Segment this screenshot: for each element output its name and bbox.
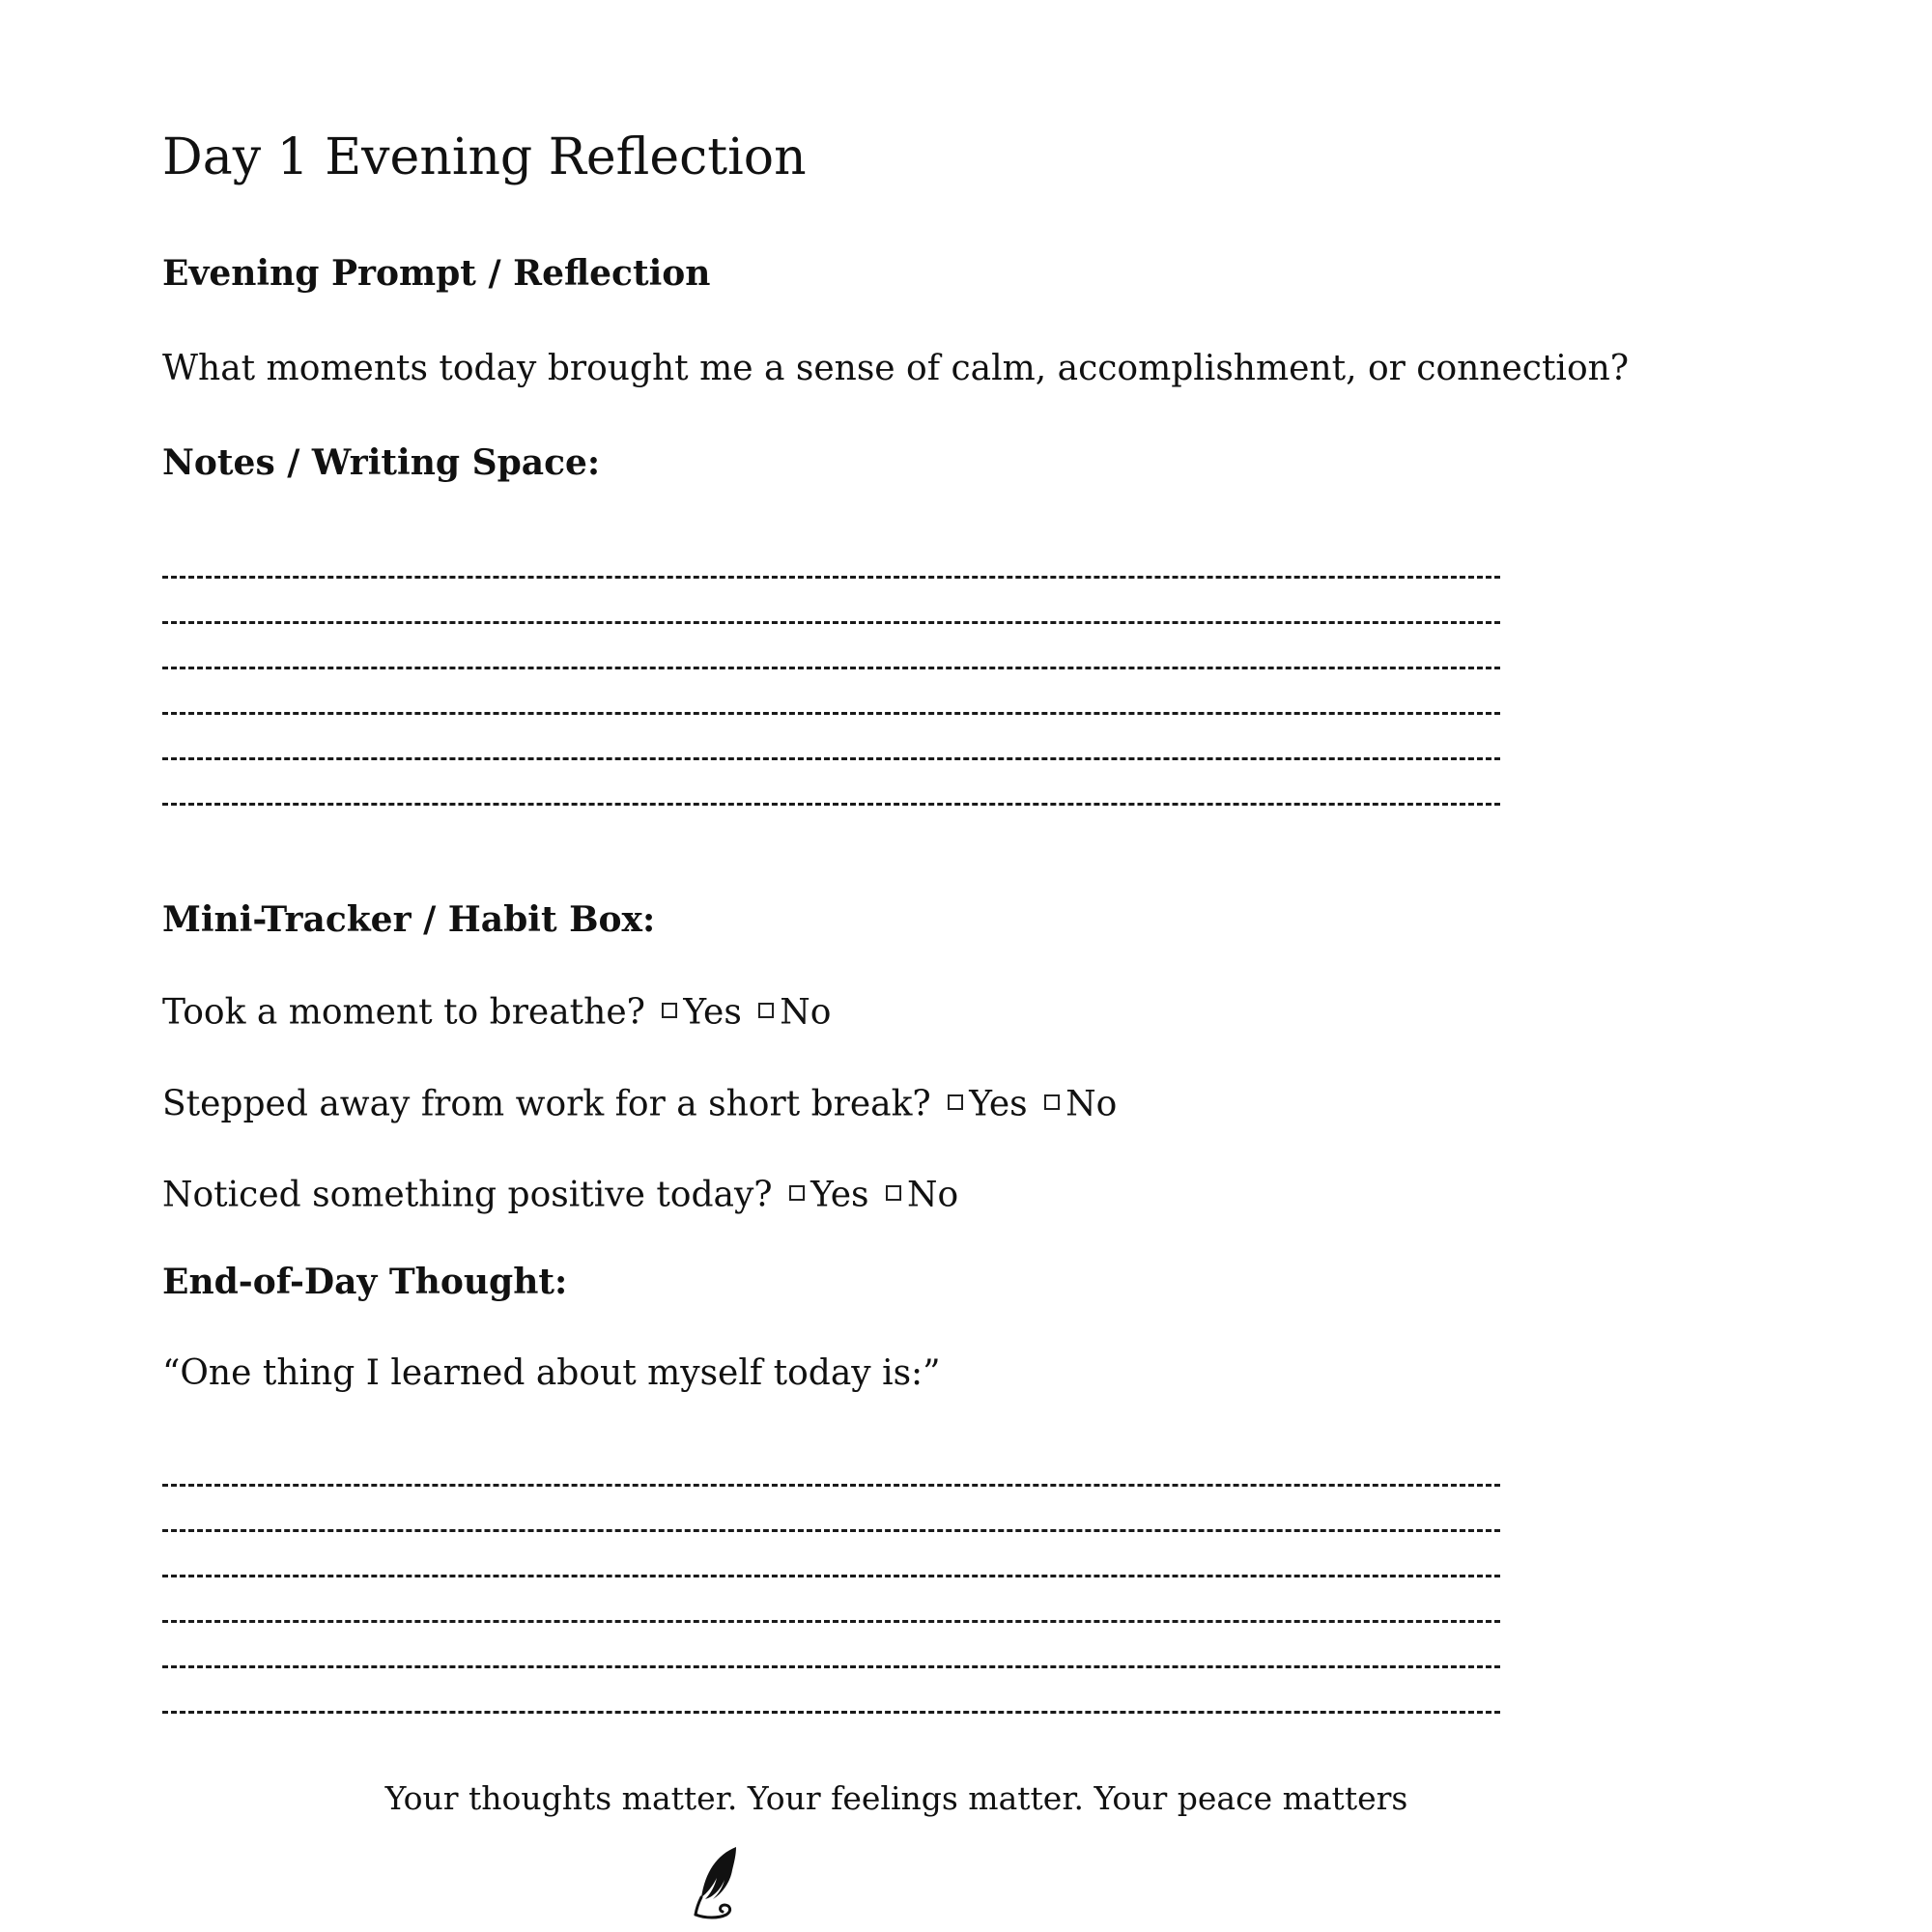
yes-label: Yes bbox=[969, 1084, 1028, 1124]
yes-checkbox[interactable] bbox=[789, 1185, 805, 1201]
tracker-item bbox=[162, 1172, 958, 1216]
tracker-question: Stepped away from work for a short break? bbox=[162, 1084, 931, 1124]
no-label: No bbox=[906, 1175, 959, 1215]
writing-line[interactable] bbox=[162, 760, 1500, 806]
no-checkbox[interactable] bbox=[1044, 1094, 1060, 1110]
writing-line[interactable] bbox=[162, 533, 1500, 579]
tracker-item bbox=[162, 1081, 1117, 1125]
writing-line[interactable] bbox=[162, 624, 1500, 669]
yes-checkbox[interactable] bbox=[662, 1003, 677, 1018]
notes-heading: Notes / Writing Space: bbox=[162, 442, 601, 483]
page-title: Day 1 Evening Reflection bbox=[162, 128, 807, 186]
tracker-question: Noticed something positive today? bbox=[162, 1175, 773, 1215]
writing-line[interactable] bbox=[162, 1532, 1500, 1577]
journal-page bbox=[162, 0, 1747, 1932]
writing-line[interactable] bbox=[162, 669, 1500, 715]
writing-line[interactable] bbox=[162, 579, 1500, 624]
no-checkbox[interactable] bbox=[886, 1185, 901, 1201]
yes-checkbox[interactable] bbox=[948, 1094, 963, 1110]
footer-text: Your thoughts matter. Your feelings matter. Your peace matters bbox=[384, 1779, 1408, 1817]
feather-quill-icon bbox=[688, 1843, 746, 1922]
thought-writing-lines[interactable] bbox=[162, 1441, 1500, 1714]
tracker-heading: Mini-Tracker / Habit Box: bbox=[162, 899, 656, 940]
no-label: No bbox=[1065, 1084, 1118, 1124]
no-label: No bbox=[780, 992, 832, 1033]
prompt-text: What moments today brought me a sense of calm, accomplishment, or connection? bbox=[162, 349, 1630, 388]
tracker-item bbox=[162, 989, 831, 1034]
yes-label: Yes bbox=[683, 992, 742, 1033]
writing-line[interactable] bbox=[162, 1623, 1500, 1668]
prompt-heading: Evening Prompt / Reflection bbox=[162, 253, 711, 294]
notes-writing-lines[interactable] bbox=[162, 533, 1500, 806]
writing-line[interactable] bbox=[162, 715, 1500, 760]
no-checkbox[interactable] bbox=[758, 1003, 774, 1018]
yes-label: Yes bbox=[810, 1175, 869, 1215]
thought-prompt: “One thing I learned about myself today is:” bbox=[162, 1353, 941, 1393]
writing-line[interactable] bbox=[162, 1441, 1500, 1487]
writing-line[interactable] bbox=[162, 1668, 1500, 1714]
writing-line[interactable] bbox=[162, 1577, 1500, 1623]
thought-heading: End-of-Day Thought: bbox=[162, 1262, 568, 1302]
tracker-question: Took a moment to breathe? bbox=[162, 992, 645, 1033]
writing-line[interactable] bbox=[162, 1487, 1500, 1532]
